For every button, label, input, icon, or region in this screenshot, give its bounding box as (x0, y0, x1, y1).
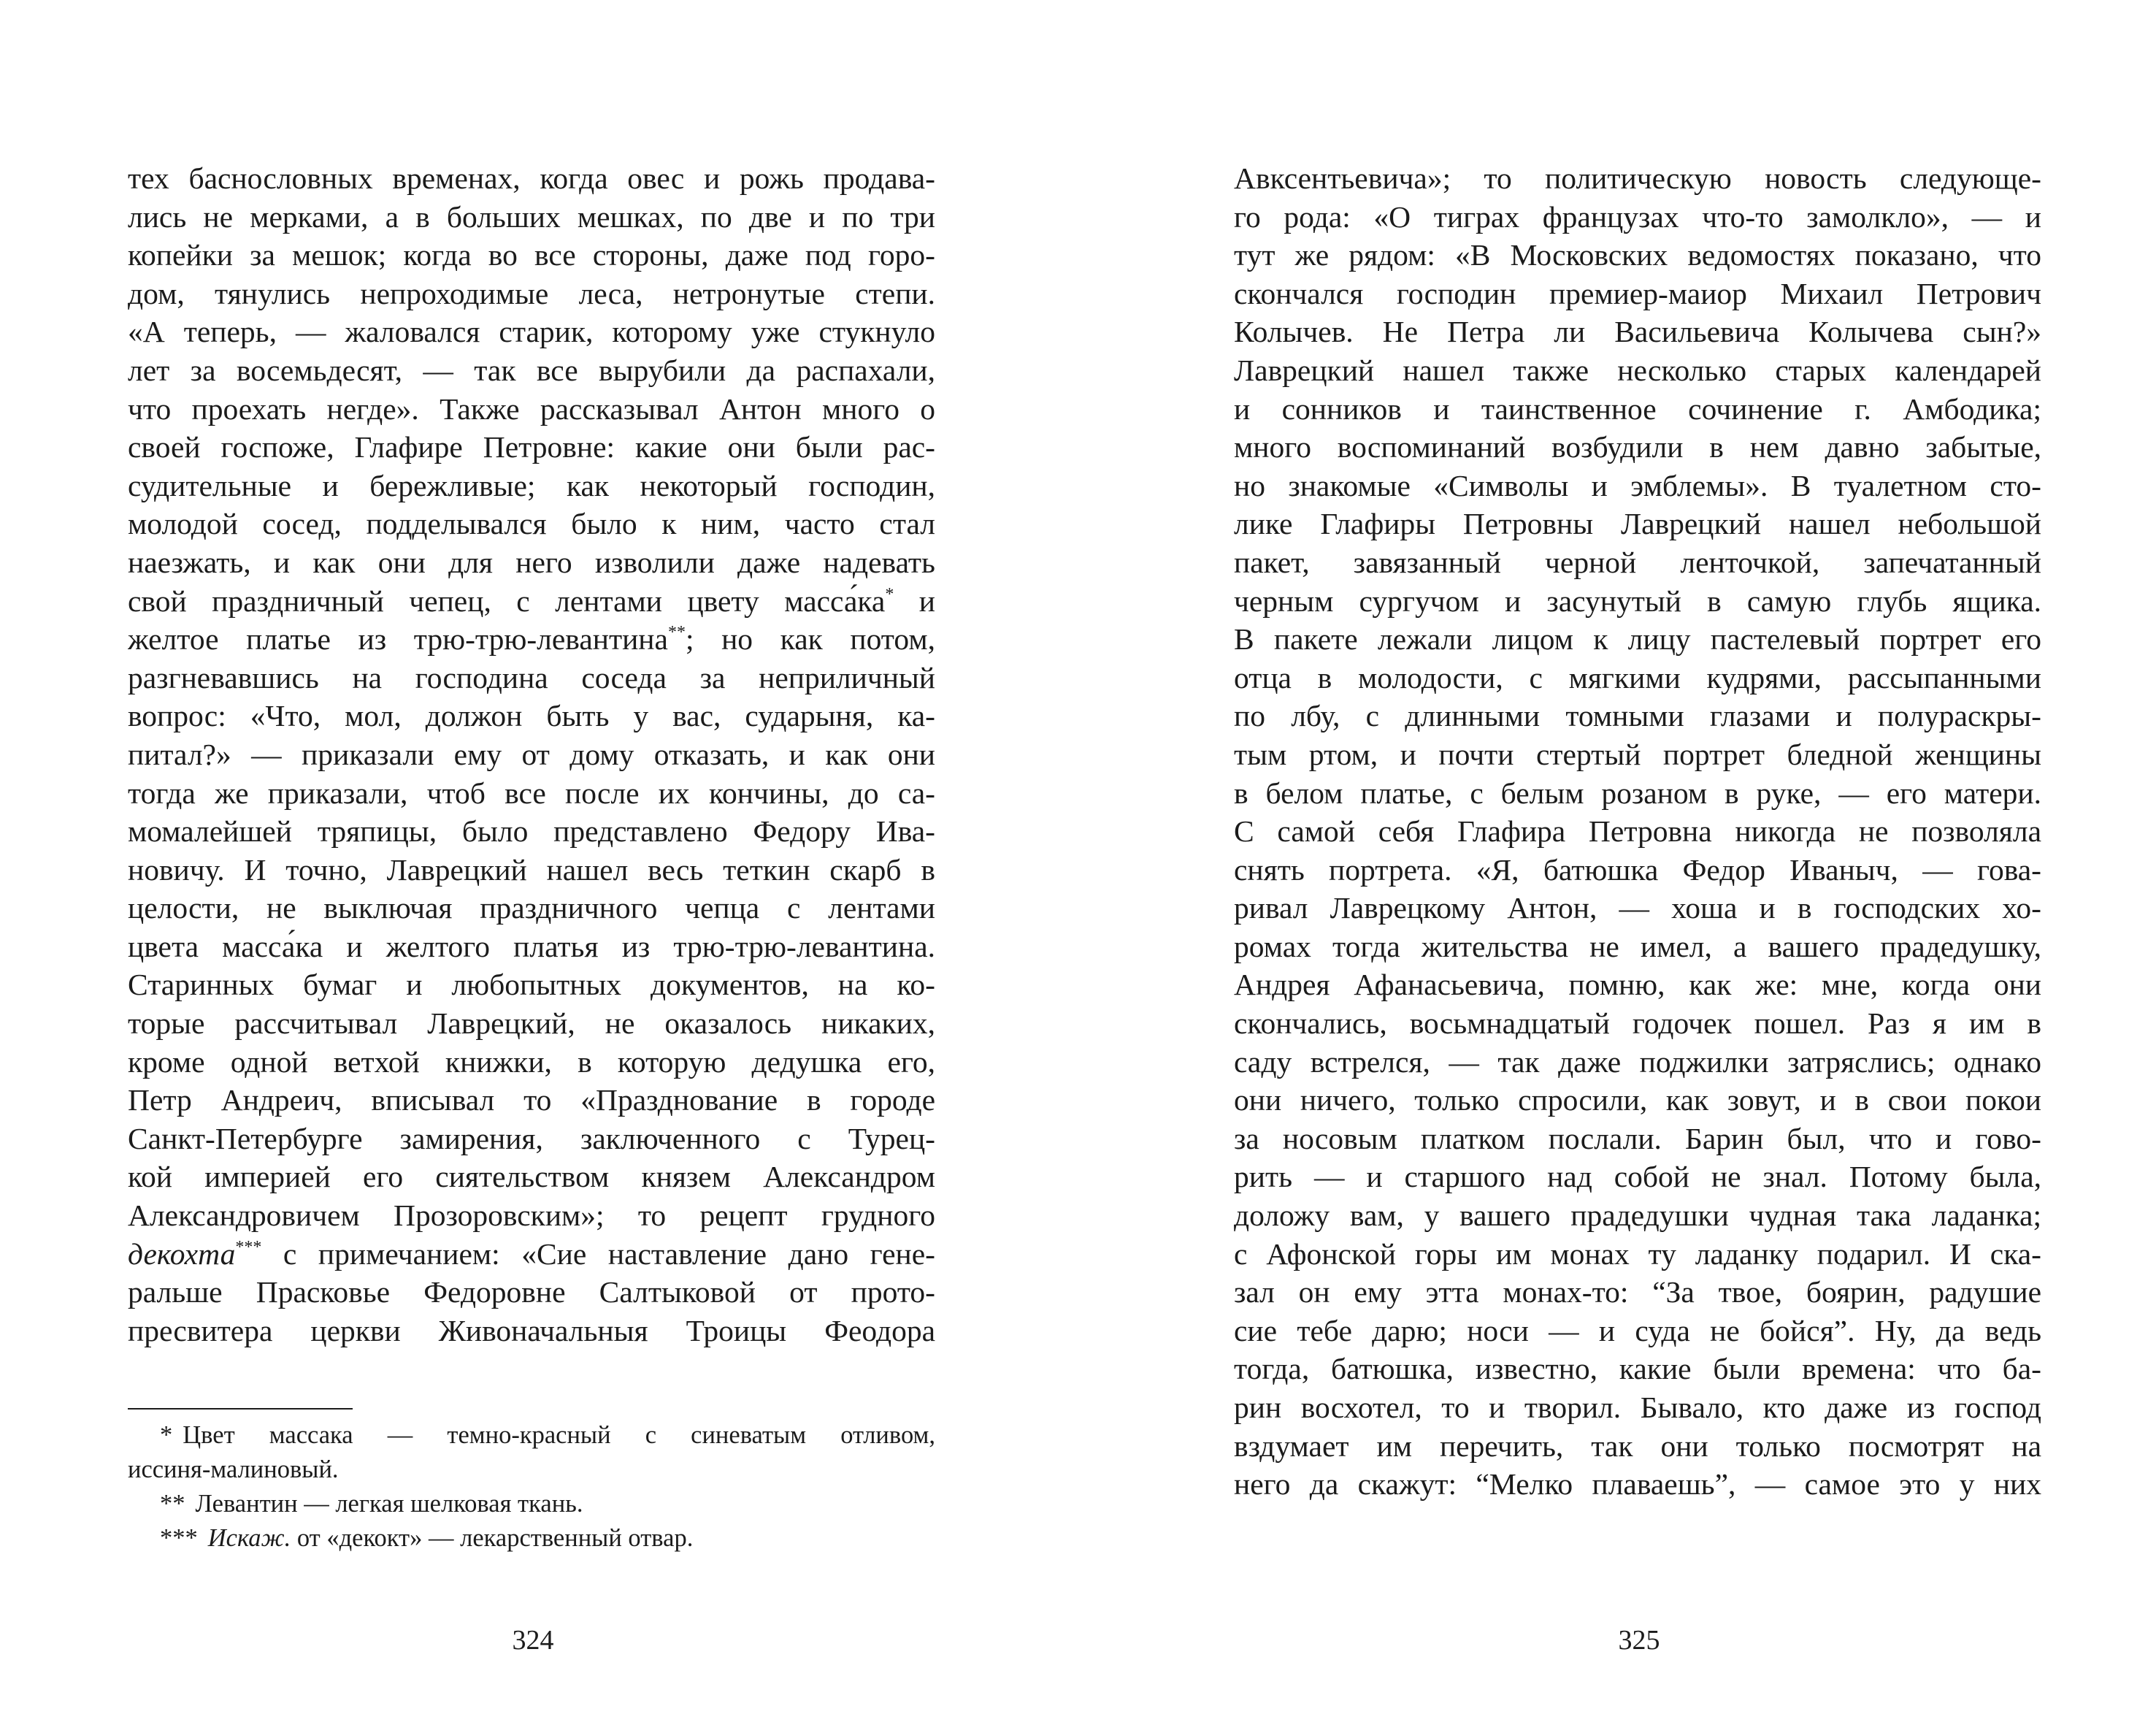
text-line: и сонников и таинственное сочинение г. Амбодика; (1234, 391, 2041, 426)
footnote-text: от «декокт» — лекарственный отвар. (291, 1524, 694, 1552)
text-line: рин восхотел, то и творил. Бывало, кто даже из господ (1234, 1391, 2041, 1424)
text-line: в белом платье, с белым розаном в руке, — его матери. (1234, 776, 2041, 810)
text-line: Александровичем Прозоровским»; то рецепт грудного (128, 1198, 935, 1233)
line-text: и (894, 584, 935, 618)
footnote-3 (128, 1521, 935, 1556)
text-line: Старинных бумаг и любопытных документов, на ко- (128, 968, 935, 1002)
text-line: тех баснословных временах, когда овес и рожь продава- (128, 161, 935, 195)
right-page-text (1234, 159, 2041, 1504)
text-line: вздумает им перечить, так они только посмотрят на (1234, 1428, 2041, 1463)
text-line: тогда, батюшка, известно, какие были времена: что ба- (1234, 1352, 2041, 1386)
text-line: ривал Лаврецкому Антон, — хоша и в господских хо- (1234, 891, 2041, 925)
text-line: момалейшей тряпицы, было представлено Федору Ива- (128, 814, 935, 849)
text-line: что проехать негде». Также рассказывал Антон много о (128, 391, 935, 426)
footnote-ref: * (885, 584, 894, 604)
text-line: сие тебе дарю; носи — и суда не бойся”. Ну, да ведь (1234, 1313, 2041, 1347)
footnotes (128, 1418, 935, 1556)
page-number: 324 (512, 1625, 554, 1656)
text-line: лике Глафиры Петровны Лаврецкий нашел небольшой (1234, 507, 2041, 541)
text-line: молодой сосед, подделывался было к ним, часто стал (128, 507, 935, 541)
text-line: доложу вам, у вашего прадедушки чудная така ладанка; (1234, 1198, 2041, 1233)
text-line: копейки за мешок; когда во все стороны, даже под горо- (128, 238, 935, 272)
footnote-2 (128, 1487, 935, 1521)
text-line: ромах тогда жительства не имел, а вашего прадедушку, (1234, 929, 2041, 963)
text-line: они ничего, только спросили, как зовут, и в свои покои (1234, 1083, 2041, 1117)
text-line: «А теперь, — жаловался старик, которому уже стукнуло (128, 315, 935, 349)
text-line: тым ртом, и почти стертый портрет бледной женщины (1234, 737, 2041, 771)
line-text: с примечанием: «Сие наставление дано гене- (283, 1236, 935, 1271)
line-text: ; но как потом, (685, 622, 935, 657)
italic-word: декохта (128, 1236, 236, 1271)
text-line: с Афонской горы им монах ту ладанку подарил. И ска- (1234, 1236, 2041, 1271)
footnote-1 (128, 1418, 935, 1453)
text-line: но знакомые «Символы и эмблемы». В туалетном сто- (1234, 468, 2041, 502)
text-line: Колычев. Не Петра ли Васильевича Колычева сын?» (1234, 315, 2041, 349)
text-line: го рода: «О тиграх французах что-то замолкло», — и (1234, 199, 2041, 234)
footnote-divider (128, 1408, 353, 1410)
text-line: тут же рядом: «В Московских ведомостях показано, что (1234, 238, 2041, 272)
text-line: наезжать, и как они для него изволили даже надевать (128, 545, 935, 579)
text-line: зал он ему этта монах-то: “За твое, боярин, радушие (1234, 1275, 2041, 1309)
text-line: цвета масса́ка и желтого платья из трю-трю-левантина. (128, 929, 935, 963)
text-line (128, 620, 935, 659)
text-line: торые рассчитывал Лаврецкий, не оказалось никаких, (128, 1006, 935, 1041)
text-line: лись не мерками, а в больших мешках, по две и по три (128, 199, 935, 234)
line-text: свой праздничный чепец, с лентами цвету масса́ка (128, 584, 886, 618)
text-line: отца в молодости, с мягкими кудрями, рассыпанными (1234, 660, 2041, 695)
footnote-mark: ** (160, 1490, 185, 1518)
text-line: скончался господин премиер-маиор Михаил Петрович (1234, 276, 2041, 310)
text-line: целости, не выключая праздничного чепца с лентами (128, 891, 935, 925)
text-line: лет за восемьдесят, — так все вырубили да распахали, (128, 353, 935, 387)
text-line: С самой себя Глафира Петровна никогда не позволяла (1234, 814, 2041, 849)
text-line: Лаврецкий нашел также несколько старых календарей (1234, 353, 2041, 387)
text-line: дом, тянулись непроходимые леса, нетронутые степи. (128, 276, 935, 310)
text-line: него да скажут: “Мелко плаваешь”, — самое это у них (1234, 1467, 2041, 1502)
text-line: Авксентьевича»; то политическую новость следующе- (1234, 161, 2041, 195)
text-line: новичу. И точно, Лаврецкий нашел весь теткин скарб в (128, 852, 935, 887)
page-number: 325 (1618, 1625, 1660, 1656)
left-page-text (128, 159, 935, 1350)
footnote-mark: * (160, 1421, 173, 1449)
footnote-1-continued: иссиня-малиновый. (128, 1456, 339, 1483)
text-line: по лбу, с длинными томными глазами и полураскры- (1234, 699, 2041, 733)
text-line: питал?» — приказали ему от дому отказать, и как они (128, 737, 935, 771)
line-text: желтое платье из трю-трю-левантина (128, 622, 668, 657)
text-line: тогда же приказали, чтоб все после их кончины, до са- (128, 776, 935, 810)
text-line: разгневавшись на господина соседа за неприличный (128, 660, 935, 695)
text-line (128, 1235, 935, 1274)
text-line: судительные и бережливые; как некоторый господин, (128, 468, 935, 502)
text-line: пресвитера церкви Живоначальныя Троицы Феодора (128, 1313, 935, 1347)
text-line: Андрея Афанасьевича, помню, как же: мне, когда они (1234, 968, 2041, 1002)
footnote-ref: ** (667, 623, 686, 643)
footnote-ref: *** (235, 1237, 262, 1257)
footnote-term: Искаж. (207, 1524, 291, 1552)
text-line: много воспоминаний возбудили в нем давно забытые, (1234, 430, 2041, 464)
text-line: вопрос: «Что, мол, должон быть у вас, сударыня, ка- (128, 699, 935, 733)
text-line: кой империей его сиятельством князем Александром (128, 1160, 935, 1194)
footnote-mark: *** (160, 1524, 198, 1552)
text-line (128, 582, 935, 621)
text-line: В пакете лежали лицом к лицу пастелевый портрет его (1234, 622, 2041, 657)
footnote-text: Цвет массака — темно-красный с синеватым отливом, (183, 1421, 935, 1449)
text-line: Санкт-Петербурге замирения, заключенного с Турец- (128, 1121, 935, 1155)
text-line: Петр Андреич, вписывал то «Празднование в городе (128, 1083, 935, 1117)
text-line: рить — и старшого над собой не знал. Потому была, (1234, 1160, 2041, 1194)
text-line: пакет, завязанный черной ленточкой, запечатанный (1234, 545, 2041, 579)
text-line: саду встрелся, — так даже поджилки затряслись; однако (1234, 1044, 2041, 1079)
text-line: кроме одной ветхой книжки, в которую дедушка его, (128, 1044, 935, 1079)
text-line: скончались, восьмнадцатый годочек пошел. Раз я им в (1234, 1006, 2041, 1041)
text-line: за носовым платком послали. Барин был, что и гово- (1234, 1121, 2041, 1155)
text-line: черным сургучом и засунутый в самую глубь ящика. (1234, 584, 2041, 618)
right-page (1078, 0, 2156, 1725)
text-line: своей госпоже, Глафире Петровне: какие они были рас- (128, 430, 935, 464)
footnote-text: Левантин — легкая шелковая ткань. (195, 1490, 583, 1518)
text-line: ральше Прасковье Федоровне Салтыковой от прото- (128, 1275, 935, 1309)
text-line: снять портрета. «Я, батюшка Федор Иваныч, — гова- (1234, 852, 2041, 887)
